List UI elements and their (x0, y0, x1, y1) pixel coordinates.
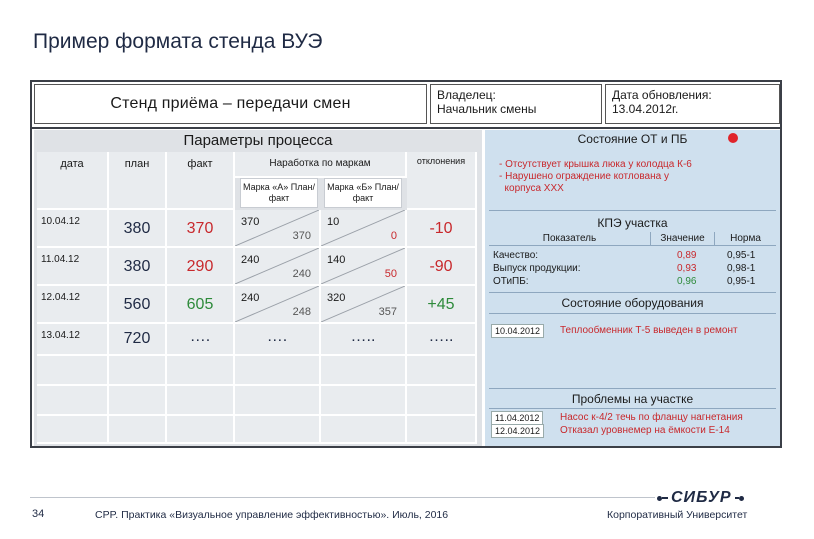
mark-a-fact: 240 (292, 268, 311, 280)
mark-a-fact: 370 (292, 230, 311, 242)
mark-b-plan: 10 (327, 216, 340, 228)
update-box (605, 84, 780, 124)
header-fact: факт (167, 152, 235, 210)
header-plan: план (109, 152, 167, 210)
kpi-value: 0,89 (677, 250, 697, 261)
update-value: 13.04.2012г. (612, 102, 679, 116)
header-deviation: отклонения (407, 152, 477, 210)
params-title: Параметры процесса (183, 132, 333, 149)
equipment-text: Теплообменник Т-5 выведен в ремонт (560, 325, 738, 336)
mark-a-fact: 248 (292, 306, 311, 318)
owner-value: Начальник смены (437, 102, 537, 116)
row-deviation: ….. (407, 324, 477, 356)
problem-text: Отказал уровнемер на ёмкости Е-14 (560, 425, 730, 436)
kpi-indicator: ОТиПБ: (493, 276, 529, 287)
brand-dot-icon (739, 496, 744, 501)
slide-title: Пример формата стенда ВУЭ (33, 30, 323, 53)
mark-a-plan: 370 (241, 216, 260, 228)
table-row (37, 324, 477, 356)
footer-caption: CPP. Практика «Визуальное управление эффективностью». Июль, 2016 (95, 509, 449, 521)
brand-name: СИБУР (671, 489, 732, 506)
row-date: 10.04.12 (37, 210, 109, 248)
row-deviation: +45 (407, 286, 477, 324)
row-plan: 560 (109, 286, 167, 324)
row-plan: 720 (109, 324, 167, 356)
safety-list (499, 159, 692, 195)
problem-text: Насос к-4/2 течь по фланцу нагнетания (560, 412, 743, 423)
row-mark-a: …. (235, 324, 321, 356)
problems-title: Проблемы на участке (571, 392, 694, 406)
problem-date: 12.04.2012 (491, 424, 544, 438)
row-date: 13.04.12 (37, 324, 109, 356)
kpi-value: 0,96 (677, 276, 697, 287)
owner-label: Владелец: (437, 88, 496, 102)
row-plan: 380 (109, 210, 167, 248)
owner-box (430, 84, 602, 124)
empty-row (37, 416, 477, 444)
header-mark-a: Марка «А» План/факт (240, 178, 318, 208)
row-date: 11.04.12 (37, 248, 109, 286)
table-row (37, 286, 477, 324)
mark-b-fact: 357 (378, 306, 397, 318)
safety-title: Состояние ОТ и ПБ (577, 132, 688, 146)
kpi-norm: 0,95-1 (727, 250, 756, 261)
row-fact: …. (167, 324, 235, 356)
row-mark-b (321, 286, 407, 324)
header-output: Наработка по маркам (235, 152, 407, 178)
mark-a-plan: 240 (241, 292, 260, 304)
status-panel (485, 130, 780, 446)
kpi-value: 0,93 (677, 263, 697, 274)
update-label: Дата обновления: (612, 88, 712, 102)
header-mark-b: Марка «Б» План/факт (324, 178, 402, 208)
row-mark-b: ….. (321, 324, 407, 356)
problem-date: 11.04.2012 (491, 411, 543, 425)
board-title: Стенд приёма – передачи смен (34, 84, 427, 124)
kpi-norm: 0,98-1 (727, 263, 756, 274)
footer-rule (30, 497, 655, 498)
row-fact: 290 (167, 248, 235, 286)
process-params-panel (34, 130, 482, 446)
empty-row (37, 386, 477, 416)
row-mark-a (235, 286, 321, 324)
row-mark-a (235, 248, 321, 286)
safety-item: - Нарушено ограждение котлована у (499, 171, 669, 182)
alert-indicator (728, 133, 738, 143)
row-mark-b (321, 210, 407, 248)
row-fact: 605 (167, 286, 235, 324)
kpi-header-indicator: Показатель (489, 232, 651, 246)
kpi-header-value: Значение (651, 232, 715, 246)
header-date: дата (37, 152, 109, 210)
row-deviation: -90 (407, 248, 477, 286)
mark-b-fact: 0 (390, 230, 397, 242)
header-divider (32, 127, 780, 129)
footer-corp-name: Корпоративный Университет (607, 509, 748, 521)
table-row (37, 248, 477, 286)
row-mark-b (321, 248, 407, 286)
row-date: 12.04.12 (37, 286, 109, 324)
row-fact: 370 (167, 210, 235, 248)
mark-b-fact: 50 (384, 268, 397, 280)
row-deviation: -10 (407, 210, 477, 248)
shift-handover-board (30, 80, 782, 448)
kpi-indicator: Выпуск продукции: (493, 263, 581, 274)
table-row (37, 210, 477, 248)
kpi-norm: 0,95-1 (727, 276, 756, 287)
mark-b-plan: 140 (327, 254, 346, 266)
row-plan: 380 (109, 248, 167, 286)
kpi-title: КПЭ участка (597, 216, 668, 230)
mark-b-plan: 320 (327, 292, 346, 304)
kpi-indicator: Качество: (493, 250, 539, 261)
row-mark-a (235, 210, 321, 248)
safety-item: - Отсутствует крышка люка у колодца К-6 (499, 159, 692, 170)
page-number: 34 (32, 508, 45, 520)
brand-logo (657, 489, 767, 507)
empty-row (37, 356, 477, 386)
equipment-title: Состояние оборудования (561, 296, 704, 310)
table-subheader-row (37, 178, 477, 210)
safety-item: корпуса ХХХ (499, 183, 564, 194)
mark-a-plan: 240 (241, 254, 260, 266)
equipment-date: 10.04.2012 (491, 324, 544, 338)
kpi-header-norm: Норма (715, 232, 776, 246)
